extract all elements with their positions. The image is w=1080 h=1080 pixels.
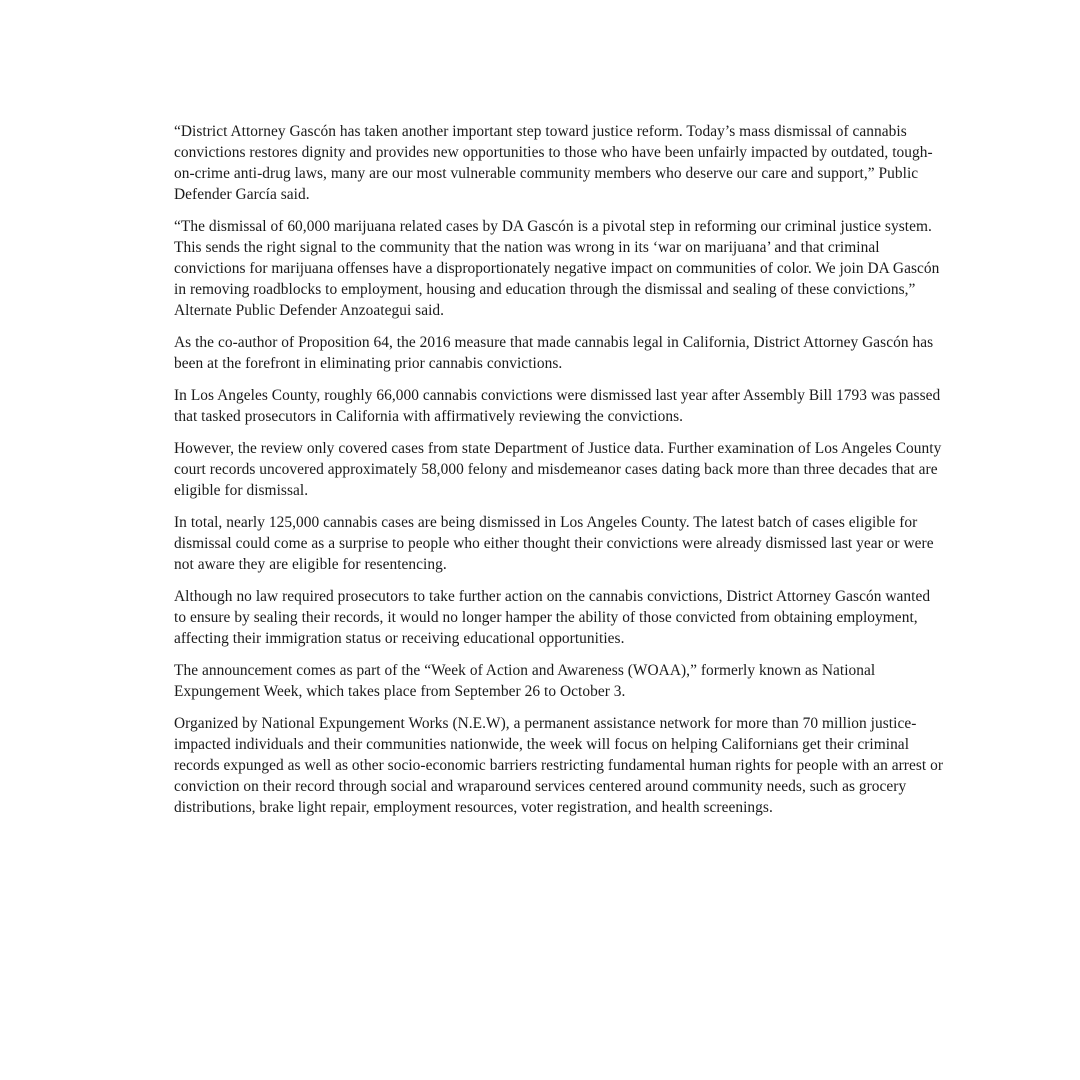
paragraph-sealing-records: Although no law required prosecutors to take further action on the cannabis convictions, District Attorney Gascón wanted to ensure by sealing their records, it would no longer hamper the ability of those convicted from obtaining employment, affecting their immigration status or receiving educational opportunities.	[174, 588, 931, 647]
document-body	[174, 121, 944, 829]
paragraph-assembly-bill: In Los Angeles County, roughly 66,000 cannabis convictions were dismissed last year after Assembly Bill 1793 was passed that tasked prosecutors in California with affirmatively reviewing the convictions.	[174, 387, 941, 425]
paragraph-proposition-64: As the co-author of Proposition 64, the 2016 measure that made cannabis legal in California, District Attorney Gascón has been at the forefront in eliminating prior cannabis convictions.	[174, 334, 934, 372]
paragraph-review-scope: However, the review only covered cases from state Department of Justice data. Further examination of Los Angeles County court records uncovered approximately 58,000 felony and misdemeanor cases dating back more than three decades that are eligible for dismissal.	[174, 440, 942, 499]
paragraph-organized-by: Organized by National Expungement Works (N.E.W), a permanent assistance network for more than 70 million justice-impacted individuals and their communities nationwide, the week will focus on helping Californians get their criminal records expunged as well as other socio-economic barriers restricting fundamental human rights for people with an arrest or conviction on their record through social and wraparound services centered around community needs, such as grocery distributions, brake light repair, employment resources, voter registration, and health screenings.	[174, 715, 944, 816]
paragraph-public-defender-quote: “District Attorney Gascón has taken another important step toward justice reform. Today’s mass dismissal of cannabis convictions restores dignity and provides new opportunities to those who have been unfairly impacted by outdated, tough-on-crime anti-drug laws, many are our most vulnerable community members who deserve our care and support,” Public Defender García said.	[174, 123, 933, 203]
paragraph-announcement: The announcement comes as part of the “Week of Action and Awareness (WOAA),” formerly known as National Expungement Week, which takes place from September 26 to October 3.	[174, 662, 876, 700]
paragraph-alternate-public-defender-quote: “The dismissal of 60,000 marijuana related cases by DA Gascón is a pivotal step in reforming our criminal justice system. This sends the right signal to the community that the nation was wrong in its ‘war on marijuana’ and that criminal convictions for marijuana offenses have a disproportionately negative impact on communities of color. We join DA Gascón in removing roadblocks to employment, housing and education through the dismissal and sealing of these convictions,” Alternate Public Defender Anzoategui said.	[174, 218, 940, 319]
paragraph-total-dismissed: In total, nearly 125,000 cannabis cases are being dismissed in Los Angeles County. The latest batch of cases eligible for dismissal could come as a surprise to people who either thought their convictions were already dismissed last year or were not aware they are eligible for resentencing.	[174, 514, 934, 573]
